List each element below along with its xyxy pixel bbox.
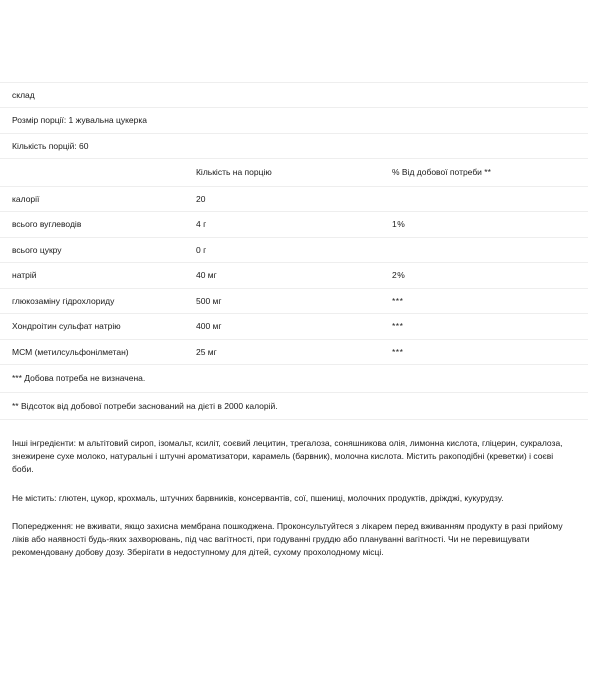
nutrient-daily-value: [392, 237, 588, 262]
free-from-paragraph: Не містить: глютен, цукор, крохмаль, штучних барвників, консервантів, сої, пшениці, молочних продуктів, дріжджі, кукурудзу.: [12, 492, 504, 503]
table-row: [0, 288, 588, 313]
nutrient-daily-value: [392, 186, 588, 211]
nutrient-amount: 0 г: [196, 237, 392, 262]
other-ingredients-paragraph: Інші інгредієнти: м альтітовий сироп, ізомальт, ксиліт, соєвий лецитин, трегалоза, соняшникова олія, лимонна кислота, гліцерин, сукралоза, знежирене сухе молоко, натуральні і штучні ароматизатори, карамель (барвник), молочна кислота. Містить ракоподібні (креветки) і соєві боби.: [12, 438, 563, 475]
table-row: [0, 212, 588, 237]
nutrient-amount: 40 мг: [196, 263, 392, 288]
nutrient-amount: 25 мг: [196, 339, 392, 364]
nutrient-name: Хондроітин сульфат натрію: [0, 314, 196, 339]
supplement-facts-table: [0, 82, 588, 420]
nutrient-name: всього вуглеводів: [0, 212, 196, 237]
nutrient-name: натрій: [0, 263, 196, 288]
nutrient-daily-value: ***: [392, 288, 588, 313]
serving-size-text: Розмір порції: 1 жувальна цукерка: [0, 108, 588, 133]
table-row: [0, 339, 588, 364]
table-row: [0, 186, 588, 211]
column-header-nutrient: [0, 159, 196, 186]
nutrient-name: всього цукру: [0, 237, 196, 262]
table-row-footnote-dv-basis: [0, 392, 588, 419]
table-row-footnote-dv-not-established: [0, 365, 588, 392]
nutrient-amount: 4 г: [196, 212, 392, 237]
table-row: [0, 263, 588, 288]
nutrient-daily-value: ***: [392, 339, 588, 364]
nutrient-amount: 400 мг: [196, 314, 392, 339]
label-paragraphs: [0, 437, 588, 559]
warning-paragraph: Попередження: не вживати, якщо захисна мембрана пошкоджена. Проконсультуйтеся з лікарем перед вживанням продукту в разі прийому ліків або наявності будь-яких захворювань, під час вагітності, при годуванні груддю або плануванні вагітності. Чи не перевищувати рекомендовану добову дозу. Зберігати в недоступному для дітей, сухому прохолодному місці.: [12, 520, 563, 558]
nutrient-daily-value: 1%: [392, 212, 588, 237]
table-row-serving-size: [0, 108, 588, 133]
nutrient-amount: 500 мг: [196, 288, 392, 313]
table-row: [0, 314, 588, 339]
nutrient-name: МСМ (метилсульфонілметан): [0, 339, 196, 364]
table-header-row: [0, 159, 588, 186]
column-header-amount-per-serving: Кількість на порцію: [196, 159, 392, 186]
servings-per-container-text: Кількість порцій: 60: [0, 133, 588, 158]
nutrient-daily-value: ***: [392, 314, 588, 339]
supplement-facts-page: [0, 82, 600, 682]
table-row-servings-per-container: [0, 133, 588, 158]
table-row-title: [0, 83, 588, 108]
nutrient-name: калорії: [0, 186, 196, 211]
nutrient-daily-value: 2%: [392, 263, 588, 288]
nutrient-name: глюкозаміну гідрохлориду: [0, 288, 196, 313]
footnote-daily-value-not-established: *** Добова потреба не визначена.: [0, 365, 588, 392]
footnote-daily-value-basis: ** Відсоток від добової потреби заснований на дієті в 2000 калорій.: [0, 392, 588, 419]
column-header-percent-daily-value: % Від добової потреби **: [392, 159, 588, 186]
table-row: [0, 237, 588, 262]
supplement-facts-title: склад: [0, 83, 588, 108]
nutrient-amount: 20: [196, 186, 392, 211]
